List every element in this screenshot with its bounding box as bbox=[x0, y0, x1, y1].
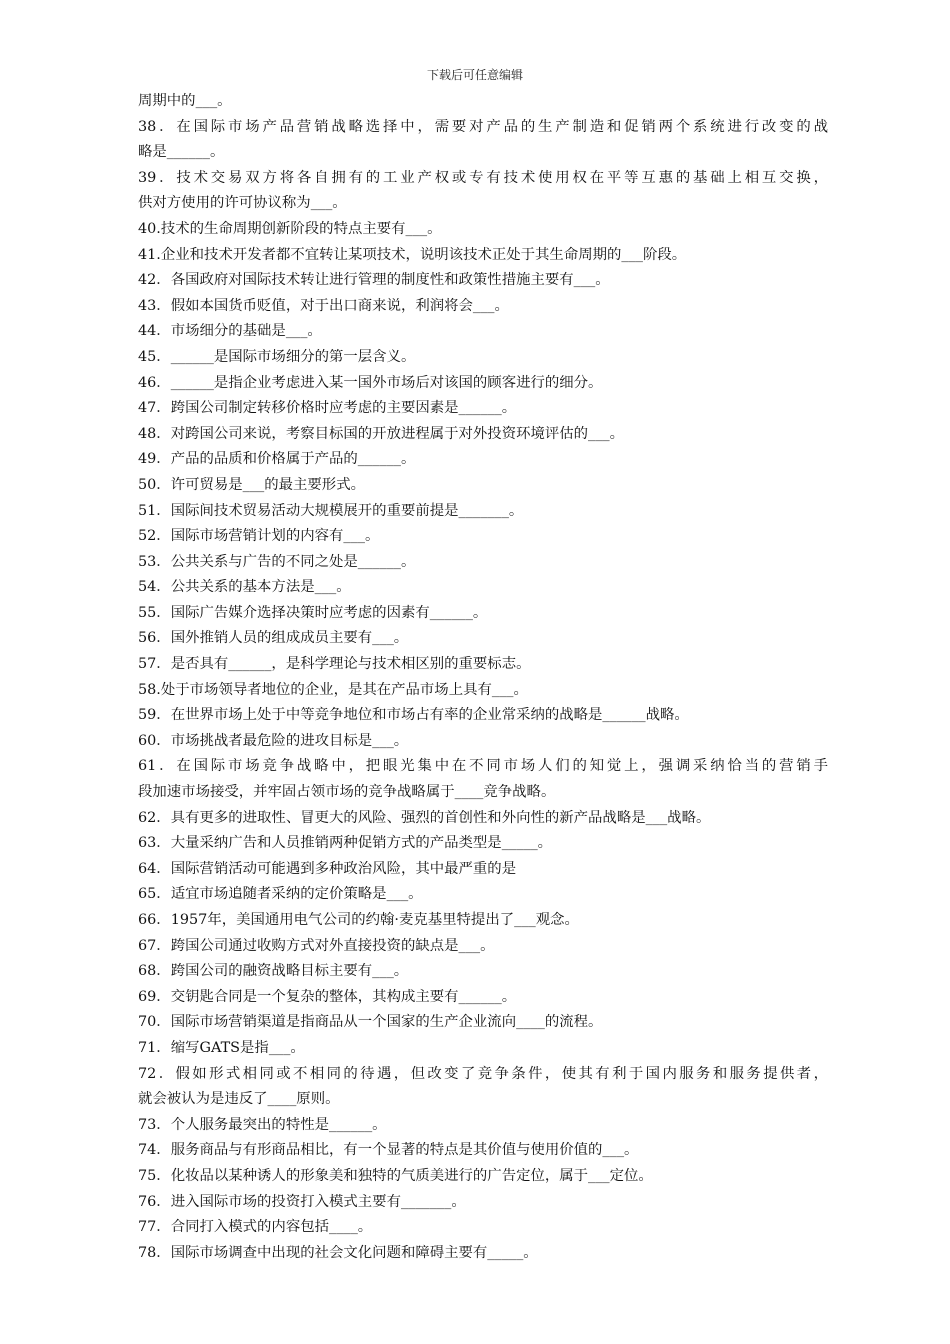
question-line: 50．许可贸易是___的最主要形式。 bbox=[138, 476, 365, 493]
question-line: 53．公共关系与广告的不同之处是______。 bbox=[138, 553, 416, 570]
question-line: 60．市场挑战者最危险的进攻目标是___。 bbox=[138, 732, 409, 749]
question-line: 略是______。 bbox=[138, 144, 225, 161]
question-line: 57．是否具有______，是科学理论与技术相区别的重要标志。 bbox=[138, 656, 531, 673]
question-line: 73．个人服务最突出的特性是______。 bbox=[138, 1116, 387, 1133]
question-line: 54．公共关系的基本方法是___。 bbox=[138, 579, 351, 596]
question-line: 72．假如形式相同或不相同的待遇，但改变了竞争条件，使其有利于国内服务和服务提供者， bbox=[138, 1065, 828, 1082]
question-line: 48．对跨国公司来说，考察目标国的开放进程属于对外投资环境评估的___。 bbox=[138, 425, 625, 442]
question-line: 47．跨国公司制定转移价格时应考虑的主要因素是______。 bbox=[138, 400, 517, 417]
question-line: 51．国际间技术贸易活动大规模展开的重要前提是_______。 bbox=[138, 502, 524, 519]
question-line: 78．国际市场调查中出现的社会文化问题和障碍主要有_____。 bbox=[138, 1244, 538, 1261]
question-line: 66．1957年，美国通用电气公司的约翰·麦克基里特提出了___观念。 bbox=[138, 912, 579, 928]
question-line: 56．国外推销人员的组成成员主要有___。 bbox=[138, 630, 409, 647]
question-line: 52．国际市场营销计划的内容有___。 bbox=[138, 528, 380, 545]
question-line: 43．假如本国货币贬值，对于出口商来说，利润将会___。 bbox=[138, 297, 509, 314]
question-line: 61．在国际市场竞争战略中，把眼光集中在不同市场人们的知觉上，强调采纳恰当的营销手 bbox=[138, 758, 828, 775]
question-line: 供对方使用的许可协议称为___。 bbox=[138, 195, 347, 212]
question-line: 65．适宜市场追随者采纳的定价策略是___。 bbox=[138, 886, 423, 903]
question-line: 49．产品的品质和价格属于产品的______。 bbox=[138, 451, 416, 468]
question-line: 就会被认为是违反了____原则。 bbox=[138, 1091, 340, 1108]
question-line: 74．服务商品与有形商品相比，有一个显著的特点是其价值与使用价值的___。 bbox=[138, 1142, 639, 1159]
question-line: 75．化妆品以某种诱人的形象美和独特的气质美进行的广告定位，属于___定位。 bbox=[138, 1167, 653, 1184]
question-line: 42．各国政府对国际技术转让进行管理的制度性和政策性措施主要有___。 bbox=[138, 272, 610, 289]
question-line: 77．合同打入模式的内容包括____。 bbox=[138, 1219, 373, 1236]
question-line: 38．在国际市场产品营销战略选择中，需要对产品的生产制造和促销两个系统进行改变的战 bbox=[138, 118, 828, 135]
question-line: 58.处于市场领导者地位的企业，是其在产品市场上具有___。 bbox=[138, 681, 528, 698]
question-list bbox=[138, 89, 828, 1266]
question-line: 76．进入国际市场的投资打入模式主要有_______。 bbox=[138, 1193, 466, 1210]
question-line: 46．______是指企业考虑进入某一国外市场后对该国的顾客进行的细分。 bbox=[138, 374, 603, 391]
question-line: 周期中的___。 bbox=[138, 93, 232, 109]
question-line: 39．技术交易双方将各自拥有的工业产权或专有技术使用权在平等互惠的基础上相互交换， bbox=[138, 169, 828, 186]
page-header: 下载后可任意编辑 bbox=[426, 68, 523, 82]
question-line: 69．交钥匙合同是一个复杂的整体，其构成主要有______。 bbox=[138, 988, 517, 1005]
question-line: 70．国际市场营销渠道是指商品从一个国家的生产企业流向____的流程。 bbox=[138, 1014, 603, 1031]
question-line: 67．跨国公司通过收购方式对外直接投资的缺点是___。 bbox=[138, 937, 495, 954]
question-line: 41.企业和技术开发者都不宜转让某项技术，说明该技术正处于其生命周期的___阶段。 bbox=[138, 246, 687, 263]
question-line: 段加速市场接受，并牢固占领市场的竞争战略属于____竞争战略。 bbox=[138, 784, 556, 801]
question-line: 55．国际广告媒介选择决策时应考虑的因素有______。 bbox=[138, 604, 488, 621]
question-line: 40.技术的生命周期创新阶段的特点主要有___。 bbox=[138, 220, 442, 237]
question-line: 62．具有更多的进取性、冒更大的风险、强烈的首创性和外向性的新产品战略是___战略。 bbox=[138, 809, 711, 826]
question-line: 59．在世界市场上处于中等竞争地位和市场占有率的企业常采纳的战略是______战略。 bbox=[138, 707, 689, 724]
question-line: 45．______是国际市场细分的第一层含义。 bbox=[138, 348, 416, 365]
question-line: 71．缩写GATS是指___。 bbox=[138, 1039, 305, 1056]
question-line: 64．国际营销活动可能遇到多种政治风险，其中最严重的是 bbox=[138, 860, 517, 877]
question-line: 44．市场细分的基础是___。 bbox=[138, 323, 322, 340]
question-line: 63．大量采纳广告和人员推销两种促销方式的产品类型是_____。 bbox=[138, 835, 553, 852]
question-line: 68．跨国公司的融资战略目标主要有___。 bbox=[138, 963, 409, 980]
